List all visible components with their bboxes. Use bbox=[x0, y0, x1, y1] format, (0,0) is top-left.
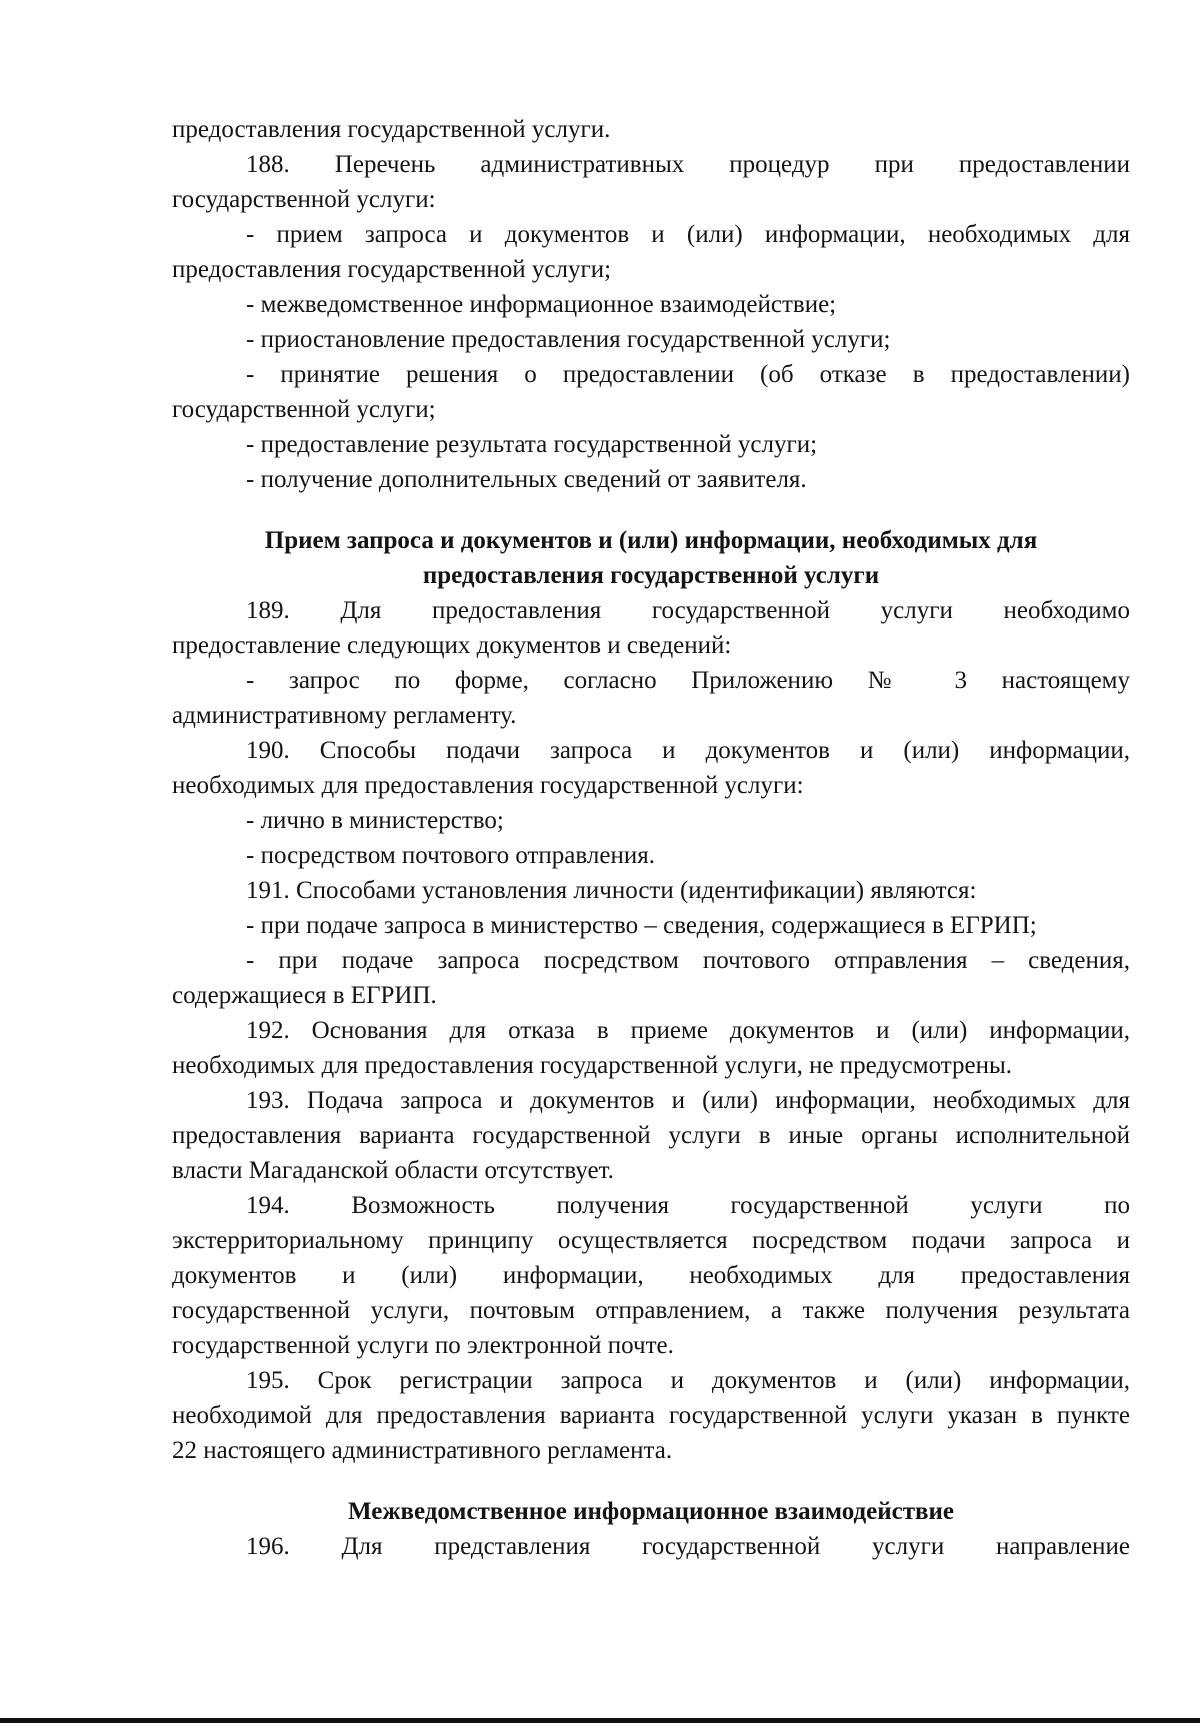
list-item: - межведомственное информационное взаимодействие; bbox=[246, 291, 837, 318]
text-line: предоставления государственной услуги; bbox=[172, 256, 612, 283]
paragraph-192-start: 192. Основания для отказа в приеме документов и (или) информации, bbox=[246, 1017, 1130, 1044]
text-line: административному регламенту. bbox=[172, 702, 517, 729]
text-line: власти Магаданской области отсутствует. bbox=[172, 1157, 614, 1184]
text-line: содержащиеся в ЕГРИП. bbox=[172, 982, 437, 1009]
list-item: - запрос по форме, согласно Приложению № 3 настоящему bbox=[246, 667, 1130, 694]
list-item: - при подаче запроса посредством почтового отправления – сведения, bbox=[246, 947, 1130, 974]
text-line: государственной услуги; bbox=[172, 396, 436, 423]
text-line: документов и (или) информации, необходимых для предоставления bbox=[172, 1262, 1130, 1289]
section-heading: предоставления государственной услуги bbox=[422, 562, 880, 589]
text-line: необходимых для предоставления государственной услуги: bbox=[172, 772, 804, 799]
list-item: - лично в министерство; bbox=[246, 807, 504, 834]
list-item: - посредством почтового отправления. bbox=[246, 842, 655, 869]
list-item: - приостановление предоставления государственной услуги; bbox=[246, 326, 891, 353]
list-item: - получение дополнительных сведений от заявителя. bbox=[246, 466, 807, 493]
list-item: - при подаче запроса в министерство – сведения, содержащиеся в ЕГРИП; bbox=[246, 912, 1037, 939]
section-heading: Межведомственное информационное взаимодействие bbox=[348, 1498, 954, 1525]
paragraph-191-start: 191. Способами установления личности (идентификации) являются: bbox=[246, 877, 977, 904]
text-line: предоставления варианта государственной услуги в иные органы исполнительной bbox=[172, 1122, 1130, 1149]
paragraph-196-start: 196. Для представления государственной услуги направление bbox=[246, 1533, 1130, 1560]
text-line: предоставление следующих документов и сведений: bbox=[172, 632, 732, 659]
section-gap bbox=[172, 497, 1130, 523]
paragraph-189-start: 189. Для предоставления государственной услуги необходимо bbox=[246, 597, 1130, 624]
text-line: экстерриториальному принципу осуществляется посредством подачи запроса и bbox=[172, 1227, 1130, 1254]
scan-bottom-edge bbox=[0, 1718, 1200, 1723]
document-page bbox=[172, 112, 1130, 1564]
text-line: государственной услуги, почтовым отправлением, а также получения результата bbox=[172, 1297, 1130, 1324]
text-line: государственной услуги: bbox=[172, 186, 436, 213]
text-line: необходимой для предоставления варианта государственной услуги указан в пункте bbox=[172, 1402, 1130, 1429]
paragraph-190-start: 190. Способы подачи запроса и документов и (или) информации, bbox=[246, 737, 1130, 764]
text-line: необходимых для предоставления государственной услуги, не предусмотрены. bbox=[172, 1052, 1013, 1079]
list-item: - предоставление результата государственной услуги; bbox=[246, 431, 818, 458]
list-item: - прием запроса и документов и (или) информации, необходимых для bbox=[246, 221, 1130, 248]
paragraph-195-start: 195. Срок регистрации запроса и документов и (или) информации, bbox=[246, 1367, 1130, 1394]
text-line: государственной услуги по электронной почте. bbox=[172, 1332, 674, 1359]
section-heading: Прием запроса и документов и (или) информации, необходимых для bbox=[264, 527, 1038, 554]
section-gap bbox=[172, 1468, 1130, 1494]
paragraph-188-start: 188. Перечень административных процедур при предоставлении bbox=[246, 151, 1130, 178]
paragraph-193-start: 193. Подача запроса и документов и (или) информации, необходимых для bbox=[246, 1087, 1130, 1114]
list-item: - принятие решения о предоставлении (об отказе в предоставлении) bbox=[246, 361, 1130, 388]
text-line: 22 настоящего административного регламента. bbox=[172, 1437, 673, 1464]
text-line: предоставления государственной услуги. bbox=[172, 116, 611, 143]
paragraph-194-start: 194. Возможность получения государственной услуги по bbox=[246, 1192, 1130, 1219]
